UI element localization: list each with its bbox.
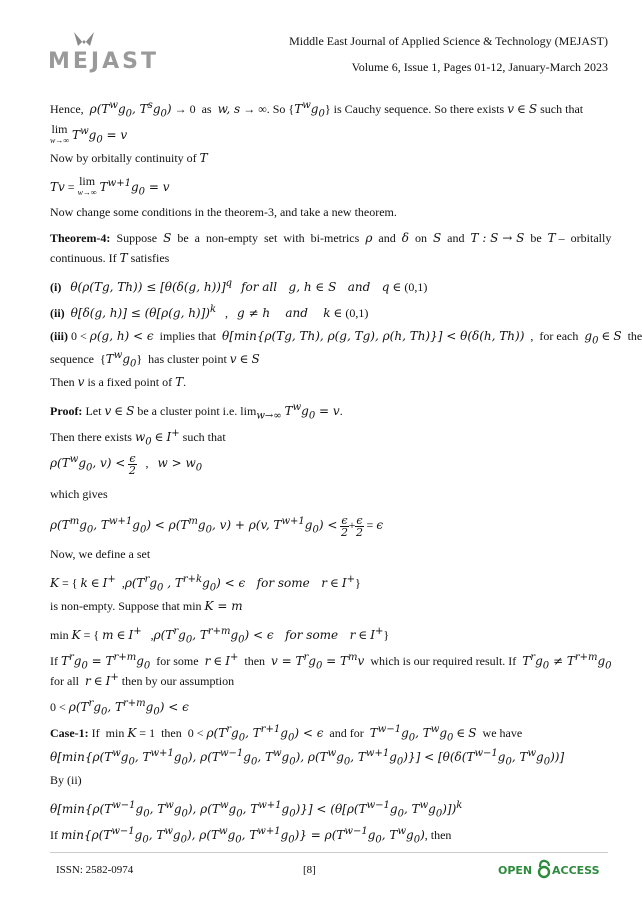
- text-line: $0 < \rho(T^rg_0$, $T^{r+m}g_0) < \epsilon$: [50, 698, 189, 718]
- text-line: Proof: Let v ∈ S be a cluster point i.e. $\lim_{w\to\infty} T^wg_0 = v$.: [50, 402, 343, 422]
- text-line: which gives: [50, 487, 108, 501]
- text-line: Hence, $\rho(T^wg_0$, $T^sg_0) \to 0$ as w, s → ∞. So $\{T^wg_0\}$ is Cauchy sequence. So there exists v ∈ S such that: [50, 100, 584, 120]
- open-access-logo: [498, 858, 604, 880]
- text-line: min K = { m ∈ I+ $,\rho(T^rg_0$, $T^{r+m}g_0) < \epsilon$ for some r ∈ I+}: [50, 626, 390, 646]
- text-line: Now by orbitally continuity of T: [50, 151, 208, 165]
- text-line: K = { k ∈ I+ $,\rho(T^rg_0$ , $T^{r+k}g_0) < \epsilon$ for some r ∈ I+}: [50, 574, 361, 594]
- text-line: If $\min\{\rho(T^{w-1}g_0$, $T^wg_0$), $\rho(T^wg_0$, $T^{w+1}g_0)\} = \rho(T^{w-1}g_0$, $T^wg_0$), then: [50, 826, 452, 846]
- text-line: (ii) θ[δ(g, h)] ≤ (θ[ρ(g, h)])$^k$ , g ≠ h and k ∈ (0,1): [50, 304, 369, 320]
- text-line: $\theta[\min\{\rho(T^{w-1}g_0$, $T^wg_0$), $\rho(T^wg_0$, $T^{w+1}g_0)\}] < (\theta[\rho(T^{w-1}g_0$, $T^wg_0)])^k$: [50, 800, 463, 820]
- open-lock-icon: [539, 861, 549, 877]
- text-line: sequence $\{T^wg_0\}$ has cluster point v ∈ S: [50, 350, 260, 370]
- svg-text:OPEN: OPEN: [498, 864, 533, 877]
- logo-text: MEJAST: [48, 49, 159, 74]
- logo-mark-icon: [74, 32, 94, 46]
- text-line: $\rho(T^mg_0$, $T^{w+1}g_0) < \rho(T^mg_0$, v) + ρ(v, $T^{w+1}g_0$) < $\frac{\epsilon}{2}$ + $\frac{\epsilon}{2}$ = ϵ: [50, 513, 384, 539]
- journal-title: Middle East Journal of Applied Science & Technology (MEJAST): [289, 34, 608, 48]
- footer-divider: [50, 852, 608, 853]
- text-line: Then there exists $w_0$ ∈ I+ such that: [50, 428, 226, 448]
- text-line: $\rho(T^wg_0$, v) < $\frac{\epsilon}{2}$ , $w > w_0$: [50, 451, 203, 477]
- text-line: By (ii): [50, 773, 82, 787]
- journal-volume: Volume 6, Issue 1, Pages 01-12, January-March 2023: [351, 60, 608, 74]
- text-line: Theorem-4: Suppose S be a non-empty set with bi-metrics ρ and δ on S and T : S → S be T – orbitally: [50, 231, 612, 245]
- text-line: Case-1: If min K = 1 then $0 < \rho(T^rg_0$, $T^{r+1}g_0) < \epsilon$ and for $T^{w-1}g_0$, $T^wg_0$ ∈ S we have: [50, 724, 523, 744]
- issn: ISSN: 2582-0974: [56, 864, 134, 876]
- text-line: (iii) 0 < ρ(g, h) < ϵ implies that θ[min{ρ(Tg, Th), ρ(g, Tg), ρ(h, Th)}] < θ(δ(h, Th)) , for each $g_0$ ∈ S the: [50, 329, 642, 347]
- page-number: [8]: [303, 864, 316, 876]
- text-line: Now change some conditions in the theorem-3, and take a new theorem.: [50, 205, 397, 219]
- text-line: for all r ∈ I+ then by our assumption: [50, 672, 235, 688]
- text-line: is non-empty. Suppose that min K = m: [50, 599, 243, 613]
- svg-text:ACCESS: ACCESS: [552, 864, 600, 877]
- text-line: Then v is a fixed point of T.: [50, 375, 187, 389]
- text-line: continuous. If T satisfies: [50, 251, 170, 265]
- text-line: (i) θ(ρ(Tg, Th)) ≤ [θ(δ(g, h))]$^q$ for all g, h ∈ S and q ∈ (0,1): [50, 278, 428, 294]
- text-line: If $T^rg_0 = T^{r+m}g_0$ for some r ∈ I+ then $v = T^rg_0 = T^mv$ which is our required result. If $T^rg_0 \ne T^{r+m}g_0$: [50, 652, 612, 672]
- text-line: Now, we define a set: [50, 547, 151, 561]
- text-line: $\theta[\min\{\rho(T^wg_0$, $T^{w+1}g_0$), $\rho(T^{w-1}g_0$, $T^wg_0$), $\rho(T^wg_0$, $T^{w+1}g_0)\}] < [\theta(\delta(T^{w-1}g_0$, $T^wg_0$))]: [50, 748, 565, 768]
- mejast-logo: [46, 30, 159, 74]
- text-line: lim w→∞ $T^wg_0 = v$: [50, 122, 128, 146]
- text-line: Tv = lim w→∞ $T^{w+1}g_0 = v$: [50, 174, 170, 198]
